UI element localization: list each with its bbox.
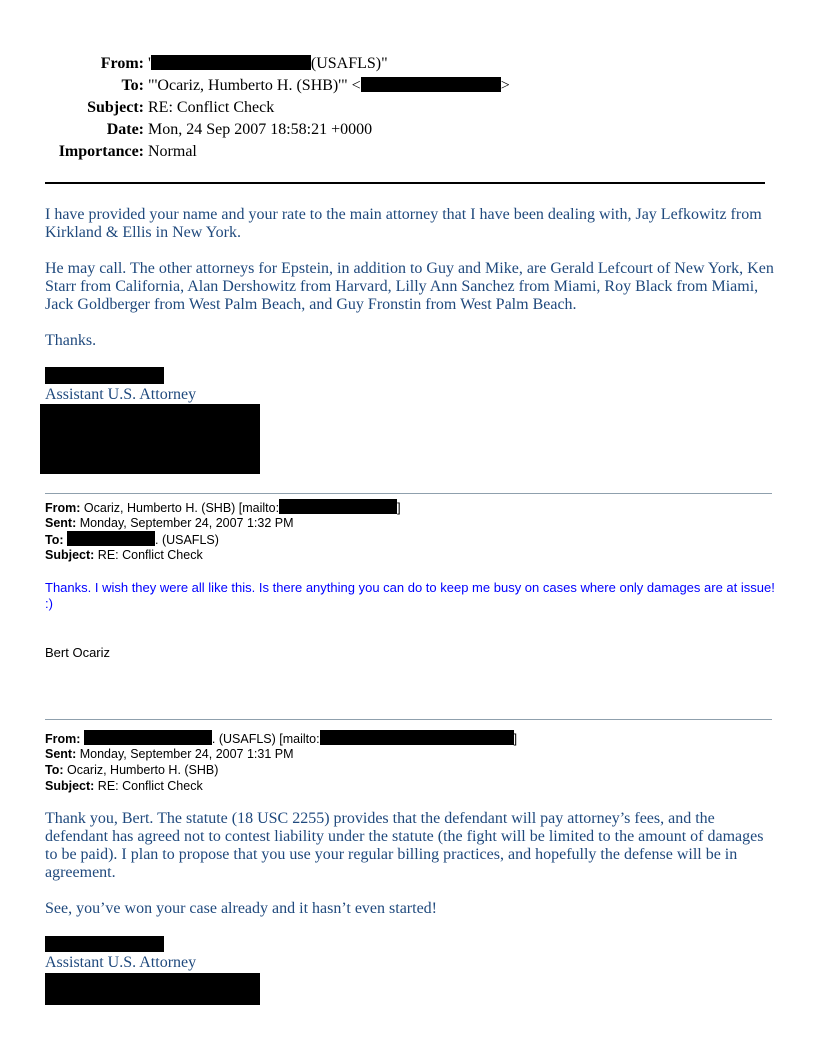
message3-subject-value: RE: Conflict Check [97, 779, 203, 793]
message3-signature-title: Assistant U.S. Attorney [45, 954, 197, 971]
message2-subject-value: RE: Conflict Check [97, 548, 203, 562]
message1-thanks: Thanks. [45, 332, 97, 349]
message3-sent-row [45, 746, 294, 762]
from-suffix: (USAFLS)" [310, 55, 388, 72]
signature-contact-redaction [45, 973, 260, 1005]
redaction-block [151, 55, 311, 70]
message1-paragraph2: He may call. The other attorneys for Epstein, in addition to Guy and Mike, are Gerald Lefcourt of New York, Ken Starr from California, Alan Dershowitz from Harvard, Lilly Ann Sanchez from Miami, Roy Black from Miami, Jack Goldberger from West Palm Beach, and Guy Fronstin from West Palm Beach. [45, 260, 774, 313]
date-value: Mon, 24 Sep 2007 18:58:21 +0000 [148, 121, 373, 138]
redaction-block [84, 730, 212, 745]
from-prefix: ' [148, 55, 151, 72]
message2-from-row [45, 499, 401, 516]
message3-sent-value: Monday, September 24, 2007 1:31 PM [79, 747, 294, 761]
message2-sent-label: Sent: [45, 516, 77, 530]
message3-sent-label: Sent: [45, 747, 77, 761]
header-divider [45, 182, 765, 184]
message-divider [45, 719, 772, 720]
importance-value: Normal [148, 143, 197, 160]
message1-signature-title: Assistant U.S. Attorney [45, 386, 197, 403]
message3-to-row [45, 762, 218, 778]
signature-contact-redaction [40, 404, 260, 474]
message2-subject-row [45, 547, 203, 563]
message2-from-value: Ocariz, Humberto H. (SHB) [mailto: [83, 501, 280, 515]
message2-to-value: . (USAFLS) [155, 533, 219, 547]
message2-sent-row [45, 515, 294, 531]
message2-from-end: ] [397, 501, 401, 515]
redaction-block [67, 531, 155, 546]
message3-to-label: To: [45, 763, 64, 777]
to-prefix: "'Ocariz, Humberto H. (SHB)'" < [148, 77, 361, 94]
importance-label: Importance: [58, 143, 144, 160]
message3-paragraph2: See, you’ve won your case already and it hasn’t even started! [45, 900, 438, 917]
redaction-block [279, 499, 397, 514]
message3-subject-label: Subject: [45, 779, 95, 793]
message3-from-row [45, 730, 517, 747]
signature-name-redaction [45, 936, 164, 952]
message3-from-label: From: [45, 732, 81, 746]
signature-name-redaction [45, 367, 164, 384]
message2-to-row [45, 531, 219, 548]
redaction-block [361, 77, 501, 92]
from-label: From: [100, 55, 144, 72]
to-label: To: [121, 77, 144, 94]
subject-value: RE: Conflict Check [148, 99, 275, 116]
message3-from-value: . (USAFLS) [mailto: [211, 732, 320, 746]
message2-from-label: From: [45, 501, 81, 515]
message2-subject-label: Subject: [45, 548, 95, 562]
message3-from-end: ] [513, 732, 518, 746]
redaction-block [320, 730, 514, 745]
date-label: Date: [106, 121, 144, 138]
message3-subject-row [45, 778, 203, 794]
message2-sent-value: Monday, September 24, 2007 1:32 PM [79, 516, 294, 530]
to-suffix: > [500, 77, 510, 94]
message3-to-value: Ocariz, Humberto H. (SHB) [67, 763, 219, 777]
message2-signature: Bert Ocariz [45, 645, 111, 660]
message1-paragraph1: I have provided your name and your rate to the main attorney that I have been dealing with, Jay Lefkowitz from Kirkland & Ellis in New York. [45, 206, 762, 241]
subject-label: Subject: [87, 99, 144, 116]
message2-body: Thanks. I wish they were all like this. Is there anything you can do to keep me busy on cases where only damages are at issue! :) [45, 580, 775, 611]
message2-to-label: To: [45, 533, 64, 547]
message-divider [45, 493, 772, 494]
message3-paragraph1: Thank you, Bert. The statute (18 USC 2255) provides that the defendant will pay attorney’s fees, and the defendant has agreed not to contest liability under the statute (the fight will be limited to the amount of damages to be paid). I plan to propose that you use your regular billing practices, and hopefully the defense will be in agreement. [45, 810, 764, 881]
